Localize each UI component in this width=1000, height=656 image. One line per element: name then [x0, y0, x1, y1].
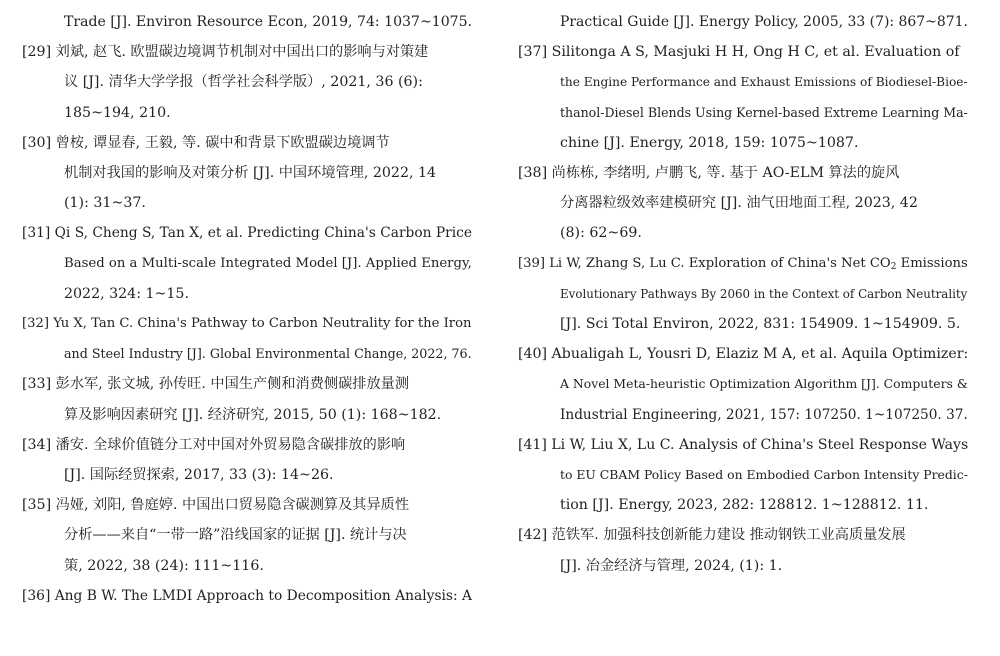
reference-line: 分离器粒级效率建模研究 [J]. 油气田地面工程, 2023, 42 — [560, 195, 918, 212]
reference-line: 185~194, 210. — [64, 104, 171, 121]
reference-line: [41] Li W, Liu X, Lu C. Analysis of China's Steel Response Ways — [518, 436, 969, 453]
reference-line: 议 [J]. 清华大学学报（哲学社会科学版）, 2021, 36 (6): — [64, 74, 423, 91]
reference-line: Practical Guide [J]. Energy Policy, 2005, 33 (7): 867~871. — [560, 14, 968, 30]
reference-line: the Engine Performance and Exhaust Emissions of Biodiesel-Bioe- — [560, 75, 968, 90]
reference-line: A Novel Meta-heuristic Optimization Algorithm [J]. Computers & — [560, 376, 968, 392]
reference-line: [35] 冯娅, 刘阳, 鲁庭婷. 中国出口贸易隐含碳测算及其异质性 — [22, 497, 410, 514]
reference-line: 算及影响因素研究 [J]. 经济研究, 2015, 50 (1): 168~182. — [64, 406, 442, 423]
subscript: 2 — [890, 261, 897, 272]
reference-line: Evolutionary Pathways By 2060 in the Context of Carbon Neutrality — [560, 286, 968, 301]
reference-line: [40] Abualigah L, Yousri D, Elaziz M A, et al. Aquila Optimizer: — [518, 346, 969, 363]
reference-line — [518, 254, 968, 274]
reference-line: [34] 潘安. 全球价值链分工对中国对外贸易隐含碳排放的影响 — [22, 436, 406, 453]
reference-line: [38] 尚栋栋, 李绪明, 卢鹏飞, 等. 基于 AO-ELM 算法的旋风 — [518, 165, 900, 181]
reference-line: 策, 2022, 38 (24): 111~116. — [64, 557, 264, 574]
reference-line: tion [J]. Energy, 2023, 282: 128812. 1~128812. 11. — [560, 497, 929, 514]
reference-line: [32] Yu X, Tan C. China's Pathway to Carbon Neutrality for the Iron — [22, 316, 472, 331]
reference-line: [30] 曾桉, 谭显春, 王毅, 等. 碳中和背景下欧盟碳边境调节 — [22, 134, 390, 151]
reference-line: [37] Silitonga A S, Masjuki H H, Ong H C, et al. Evaluation of — [518, 44, 960, 61]
reference-line: [36] Ang B W. The LMDI Approach to Decomposition Analysis: A — [22, 587, 473, 604]
reference-line: [J]. Sci Total Environ, 2022, 831: 154909. 1~154909. 5. — [560, 316, 961, 332]
reference-line: Trade [J]. Environ Resource Econ, 2019, 74: 1037~1075. — [64, 14, 473, 30]
reference-line: 机制对我国的影响及对策分析 [J]. 中国环境管理, 2022, 14 — [64, 165, 437, 181]
reference-line: 分析——来自“一带一路”沿线国家的证据 [J]. 统计与决 — [64, 527, 407, 544]
reference-line: thanol-Diesel Blends Using Kernel-based Extreme Learning Ma- — [560, 104, 968, 120]
reference-line: [42] 范铁军. 加强科技创新能力建设 推动钢铁工业高质量发展 — [518, 527, 906, 544]
reference-line: [J]. 国际经贸探索, 2017, 33 (3): 14~26. — [64, 467, 334, 483]
reference-line: [29] 刘斌, 赵飞. 欧盟碳边境调节机制对中国出口的影响与对策建 — [22, 44, 429, 61]
reference-line: and Steel Industry [J]. Global Environmental Change, 2022, 76. — [64, 346, 472, 362]
reference-line: (8): 62~69. — [560, 225, 642, 242]
reference-line: chine [J]. Energy, 2018, 159: 1075~1087. — [560, 134, 859, 151]
reference-line: [J]. 冶金经济与管理, 2024, (1): 1. — [560, 557, 783, 574]
reference-line: [33] 彭水军, 张文城, 孙传旺. 中国生产侧和消费侧碳排放量测 — [22, 376, 410, 393]
reference-line: [31] Qi S, Cheng S, Tan X, et al. Predicting China's Carbon Price — [22, 225, 472, 242]
reference-line: Industrial Engineering, 2021, 157: 107250. 1~107250. 37. — [560, 406, 968, 423]
reference-line: to EU CBAM Policy Based on Embodied Carbon Intensity Predic- — [560, 467, 968, 482]
reference-text: [39] Li W, Zhang S, Lu C. Exploration of China's Net CO — [518, 255, 891, 271]
reference-line: Based on a Multi-scale Integrated Model [J]. Applied Energy, — [64, 255, 472, 271]
reference-line: 2022, 324: 1~15. — [64, 285, 189, 302]
reference-text: Emissions — [896, 255, 968, 271]
reference-line: (1): 31~37. — [64, 195, 146, 212]
